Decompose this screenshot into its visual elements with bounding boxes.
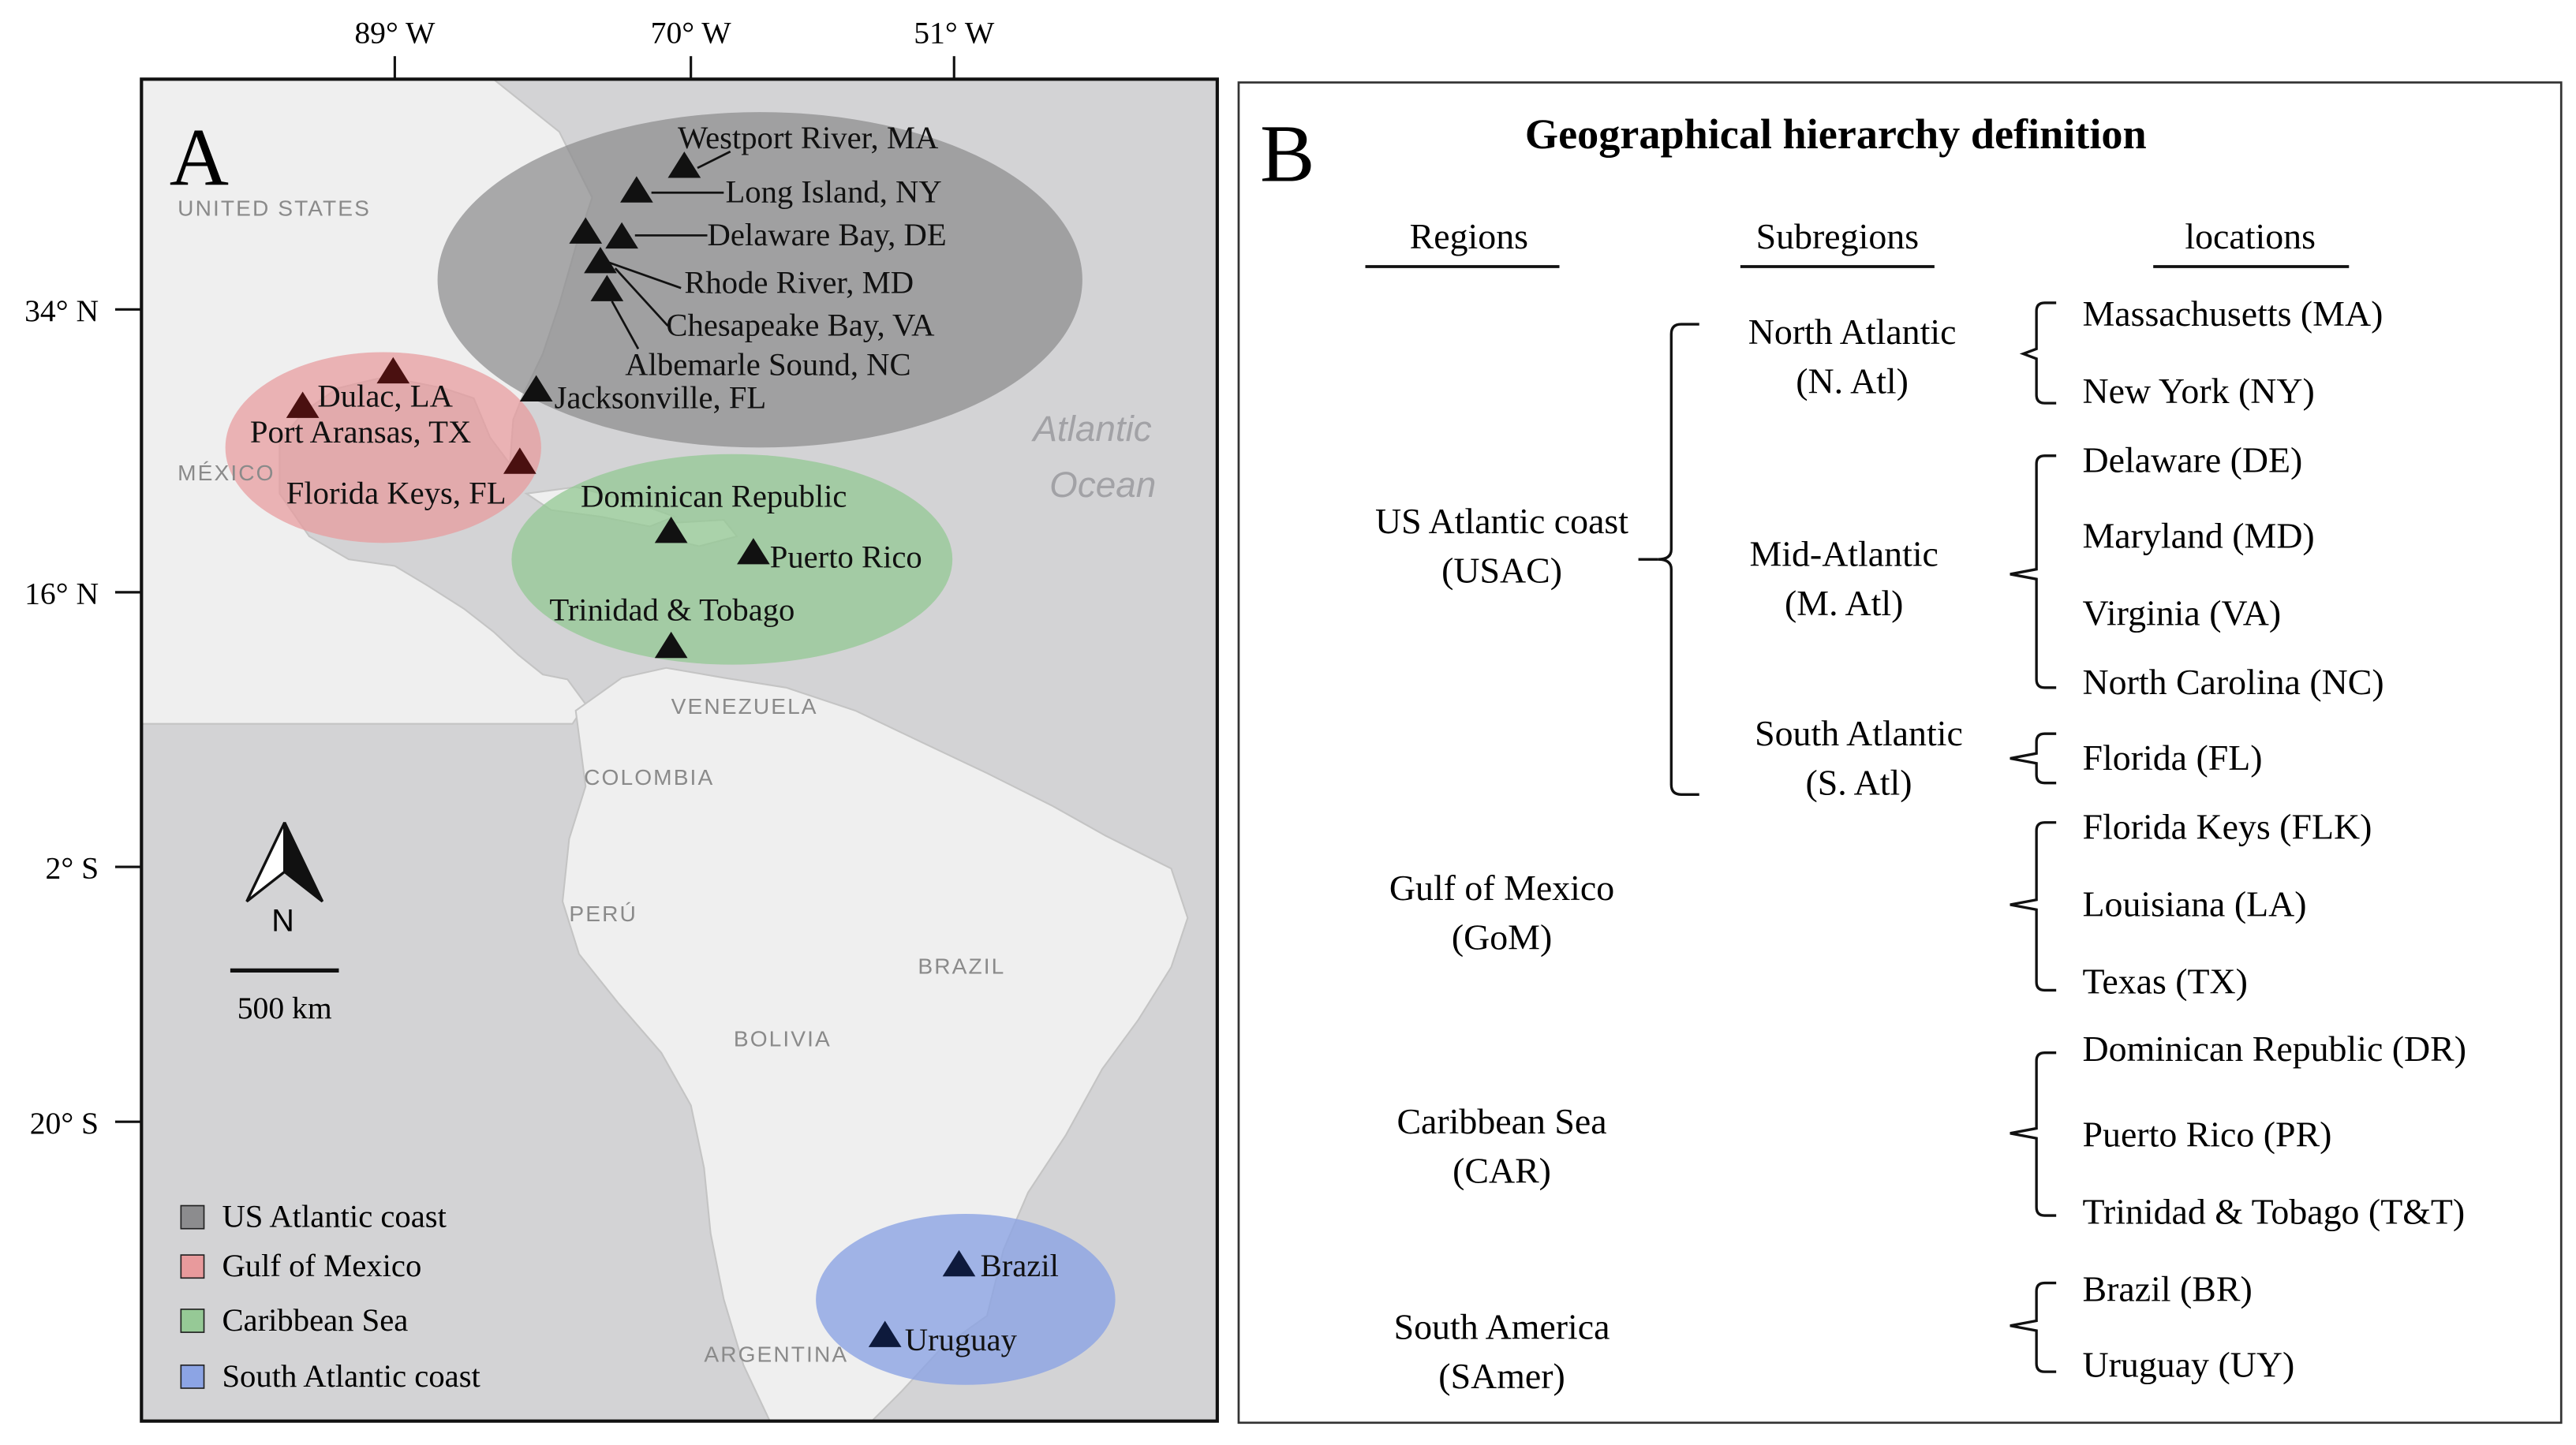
north-label: N <box>271 903 294 939</box>
region-code: (GoM) <box>1451 917 1553 958</box>
location-item: Uruguay (UY) <box>2082 1344 2295 1385</box>
location-item: Puerto Rico (PR) <box>2082 1114 2332 1155</box>
subregion-name: South Atlantic <box>1755 712 1963 753</box>
legend-label: US Atlantic coast <box>222 1198 447 1234</box>
site-label: Brazil <box>980 1248 1059 1284</box>
location-item: Trinidad & Tobago (T&T) <box>2082 1191 2466 1232</box>
site-label: Jacksonville, FL <box>554 379 767 416</box>
site-label: Dominican Republic <box>580 478 847 514</box>
country-label: BOLIVIA <box>733 1026 832 1051</box>
panel-b-title: Geographical hierarchy definition <box>1524 110 2147 158</box>
lat-label: 2° S <box>45 850 99 886</box>
location-item: Maryland (MD) <box>2082 515 2315 556</box>
panel-label-b: B <box>1260 107 1315 200</box>
ocean-label: Atlantic <box>1033 408 1152 450</box>
location-item: Virginia (VA) <box>2082 592 2282 633</box>
subregion-code: (M. Atl) <box>1785 583 1904 624</box>
lat-label: 34° N <box>24 293 99 328</box>
lat-label: 20° S <box>29 1105 99 1141</box>
country-label: BRAZIL <box>918 954 1006 979</box>
site-label: Uruguay <box>904 1322 1017 1358</box>
legend-swatch <box>181 1206 204 1229</box>
site-label: Puerto Rico <box>769 539 922 575</box>
lon-label: 51° W <box>914 15 995 50</box>
site-label: Albemarle Sound, NC <box>625 346 911 383</box>
region-code: (SAmer) <box>1438 1355 1565 1396</box>
site-label: Westport River, MA <box>677 119 939 155</box>
country-label: MÉXICO <box>178 461 275 486</box>
legend-label: South Atlantic coast <box>222 1357 480 1394</box>
site-label: Dulac, LA <box>317 378 453 414</box>
lon-label: 70° W <box>650 15 731 50</box>
subregion-code: (S. Atl) <box>1805 762 1912 803</box>
location-item: Louisiana (LA) <box>2082 883 2307 924</box>
site-label: Rhode River, MD <box>684 264 914 301</box>
region-name: US Atlantic coast <box>1375 500 1629 541</box>
location-item: Dominican Republic (DR) <box>2082 1029 2467 1070</box>
site-label: Florida Keys, FL <box>286 475 507 511</box>
site-label: Trinidad & Tobago <box>549 592 795 628</box>
country-label: VENEZUELA <box>671 694 818 719</box>
location-item: Texas (TX) <box>2082 961 2248 1002</box>
subregion-name: Mid-Atlantic <box>1749 533 1939 574</box>
region-name: Gulf of Mexico <box>1389 867 1615 908</box>
latitude-axis <box>24 293 141 1141</box>
country-label: UNITED STATES <box>178 196 372 221</box>
country-label: PERÚ <box>569 901 637 926</box>
scale-label: 500 km <box>237 990 332 1025</box>
legend-swatch <box>181 1365 204 1388</box>
header-regions: Regions <box>1409 216 1529 257</box>
country-label: ARGENTINA <box>704 1342 849 1367</box>
location-item: New York (NY) <box>2082 371 2315 412</box>
site-label: Long Island, NY <box>725 174 942 210</box>
lon-label: 89° W <box>354 15 436 50</box>
site-label: Chesapeake Bay, VA <box>666 307 935 343</box>
region-name: South America <box>1393 1306 1610 1347</box>
panel-b-hierarchy <box>1239 83 2561 1423</box>
subregion-name: North Atlantic <box>1748 312 1957 353</box>
ocean-label: Ocean <box>1049 463 1157 505</box>
country-label: COLOMBIA <box>584 764 715 790</box>
location-item: Florida (FL) <box>2082 737 2263 779</box>
panel-label-a: A <box>169 110 230 203</box>
location-item: Florida Keys (FLK) <box>2082 806 2372 847</box>
location-item: North Carolina (NC) <box>2082 662 2384 703</box>
region-code: (CAR) <box>1453 1150 1551 1191</box>
region-code: (USAC) <box>1441 550 1562 591</box>
longitude-axis <box>354 16 995 80</box>
header-subregions: Subregions <box>1755 216 1920 257</box>
location-item: Brazil (BR) <box>2082 1268 2253 1309</box>
panel-a-map <box>24 16 1217 1421</box>
location-item: Delaware (DE) <box>2082 439 2303 480</box>
subregion-code: (N. Atl) <box>1796 360 1909 401</box>
legend-label: Caribbean Sea <box>222 1302 409 1339</box>
legend-swatch <box>181 1309 204 1332</box>
location-item: Massachusetts (MA) <box>2082 293 2383 334</box>
site-label: Delaware Bay, DE <box>707 216 947 252</box>
legend-label: Gulf of Mexico <box>222 1248 422 1284</box>
header-locations: locations <box>2185 216 2316 257</box>
site-label: Port Aransas, TX <box>249 414 472 450</box>
lat-label: 16° N <box>24 576 99 611</box>
region-name: Caribbean Sea <box>1396 1100 1607 1141</box>
legend-swatch <box>181 1255 204 1278</box>
sa-region <box>816 1214 1115 1385</box>
